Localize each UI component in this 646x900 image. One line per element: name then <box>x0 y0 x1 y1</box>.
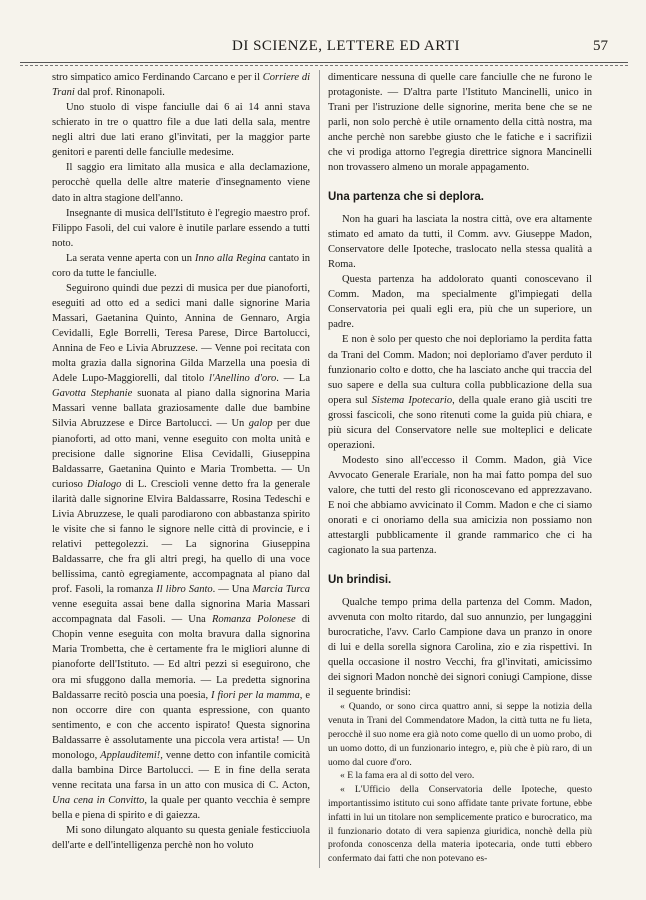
paragraph: Seguirono quindi due pezzi di musica per due pianoforti, eseguiti ad otto ed a sedici mani dalle signorine Maria Massari, Gaetanina Quinto, Annina de Gennaro, Argia Cevidalli, Egle Borrelli, Teresa Parese, Dirce Bartolucci, Annina de Feo e Livia Abruzzese. — Venne poi recitata con molta grazia dalla signorina Gilda Marzella una poesia di Adele Lupo-Maggiorelli, dal titolo l'Anellino d'oro. — La Gavotta Stephanie suonata al piano dalla signorina Maria Massari venne ballata graziosamente dalle due bambine Silvia Abruzzese e Dirce Bartolucci. — Un galop per due pianoforti, ad otto mani, venne eseguito con molta unità e precisione dalle signorine Elisa Cevidalli, Giuseppina Baldassarre, Gaetanina Quinto e Maria Trombetta. — Un curioso Dialogo di L. Crescioli venne detto fra la generale ilarità dalle signorine Elvira Baldassarre, Rosina Tedeschi e Livia Abruzzese, le quali parodiarono con abbastanza spirito le visite che si fanno le signore nelle città di provincie, e i relativi pettegolezzi. — La signorina Giuseppina Baldassarre, che fra gli altri pregi, ha quello di una voce bellissima, cantò egregiamente, accompagnata al piano dal prof. Fasoli, la romanza Il libro Santo. — Una Marcia Turca venne eseguita assai bene dalla signorina Maria Massari accompagnata dal Fasoli. — Una Romanza Polonese di Chopin venne eseguita con molta bravura dalla signorina Maria Trombetta, che è certamente fra le migliori alunne di pianoforte dell'Istituto. — Ed altri pezzi si eseguirono, che ora mi sfuggono dalla memoria. — La predetta signorina Baldassarre recitò poscia una poesia, I fiori per la mamma, e non occorre dire con quanta espressione, con quanto sentimento, e con che accento ispirato! Questa signorina Baldassarre è assolutamente una piccola vera artista! — Un monologo, Applauditemi!, venne detto con infantile comicità dalla bambina Dirce Bartolucci. — E in fine della serata venne recitata una farsa in un atto con musica di C. Acton, Una cena in Convitto, la quale per quanto vecchia è sempre bella e piena di spirito e di gaiezza. <box>52 282 311 822</box>
column-divider <box>319 70 320 868</box>
paragraph: stro simpatico amico Ferdinando Carcano e per il Corriere di Trani dal prof. Rinonapoli. <box>52 72 310 99</box>
page-header <box>0 36 646 56</box>
paragraph: E non è solo per questo che noi deploriamo la perdita fatta da Trani del Comm. Madon; noi deploriamo d'aver perduto il funzionario colto e dotto, che ha lasciato anche qui traccia del suo sapere e della sua cultura colla pubblicazione della sua opera sul Sistema Ipotecario, della quale erano già usciti tre grossi fascicoli, che sono ritenuti come la guida più chiara, e più sicura del Conservatore nelle sue molteplici e delicate operazioni. <box>328 334 592 451</box>
quote-paragraph: « Quando, or sono circa quattro anni, si seppe la notizia della venuta in Trani del Commendatore Madon, la città tutta ne fu lieta, perocchè il suo nome era già noto come quello di un uomo probo, di un uomo dotto, di un funzionario integro, e, più che è più raro, di un uomo dal cuore d'oro. <box>328 701 592 768</box>
quote-paragraph: « L'Ufficio della Conservatoria delle Ipoteche, questo importantissimo istituto cui sono affidate tante private fortune, ebbe infatti in lui un titolare non semplicemente pratico e burocratico, ma il funzionario dotato di vera sapienza giuridica, nonchè della più profonda conoscenza della materia ipotecaria, onde tutti ebbero confermato dai fatti che non potevano es- <box>328 784 592 865</box>
paragraph: Qualche tempo prima della partenza del Comm. Madon, avvenuta con molto ritardo, dal suo annunzio, per lungaggini burocratiche, l'avv. Carlo Campione dava un pranzo in onore di lui e della sorella signora Carolina, zio e zia rispettivi. In quella occasione il nostro Vecchi, fra gl'invitati, amicissimo dei signori Madon nonchè dei signori coniugi Campione, disse il seguente brindisi: <box>328 596 592 699</box>
quote-paragraph: « E la fama era al di sotto del vero. <box>340 770 475 782</box>
running-title: DI SCIENZE, LETTERE ED ARTI <box>232 38 460 54</box>
section-heading: Un brindisi. <box>328 574 392 587</box>
toast-quote <box>328 700 592 866</box>
paragraph: Uno stuolo di vispe fanciulle dai 6 ai 14 anni stava schierato in tre o quattro file a due lati della sala, mentre negli altri due lati erano gl'invitati, per la maggior parte genitori e parenti delle fanciulle medesime. <box>52 102 310 159</box>
paragraph: Questa partenza ha addolorato quanti conoscevano il Comm. Madon, ma specialmente gl'impiegati della Conservatoria pei quali egli era, più che un superiore, un padre. <box>328 274 592 331</box>
paragraph: Modesto sino all'eccesso il Comm. Madon, già Vice Avvocato Generale Erariale, non ha mai fatto pompa del suo valore, che tutti del resto gli riconoscevano ed apprezzavano. E noi che abbiamo avvicinato il Comm. Madon e che ci siamo onorati e ci onoriamo della sua amicizia non possiamo non attestargli pubblicamente il grande rammarico che ci ha cagionato la sua partenza. <box>328 454 592 557</box>
left-column <box>52 70 310 853</box>
paragraph: Non ha guari ha lasciata la nostra città, ove era altamente stimato ed amato da tutti, il Comm. avv. Giuseppe Madon, Conservatore delle Ipoteche, traslocato nella stessa qualità a Roma. <box>328 213 592 271</box>
section-heading: Una partenza che si deplora. <box>328 191 484 204</box>
paragraph: La serata venne aperta con un Inno alla Regina cantato in coro da tutte le fanciulle. <box>52 252 311 279</box>
paragraph: Mi sono dilungato alquanto su questa geniale festicciuola dell'arte e dell'intelligenza perchè non ho voluto <box>52 825 310 852</box>
paragraph: Insegnante di musica dell'Istituto è l'egregio maestro prof. Filippo Fasoli, del cui valore è inutile parlare essendo a tutti noto. <box>52 207 310 249</box>
header-rule <box>20 62 628 63</box>
paragraph: Il saggio era limitato alla musica e alla declamazione, perocchè quella delle altre materie d'insegnamento viene dato in altra stagione dell'anno. <box>52 162 310 204</box>
page-number: 57 <box>593 38 608 54</box>
paragraph: dimenticare nessuna di quelle care fanciulle che ne furono le protagoniste. — D'altra parte l'Istituto Mancinelli, unico in Trani per l'istruzione delle signorine, merita bene che se ne parli, non solo perchè è utile ornamento della città nostra, ma anche perchè non sarebbe giusto che le fatiche e i sacrifizii che vi prodiga attorno l'egregia direttrice signora Mancinelli non trovassero almeno un morale appagamento. <box>328 72 592 174</box>
header-rule-dashed <box>20 65 628 66</box>
right-column <box>328 70 592 866</box>
